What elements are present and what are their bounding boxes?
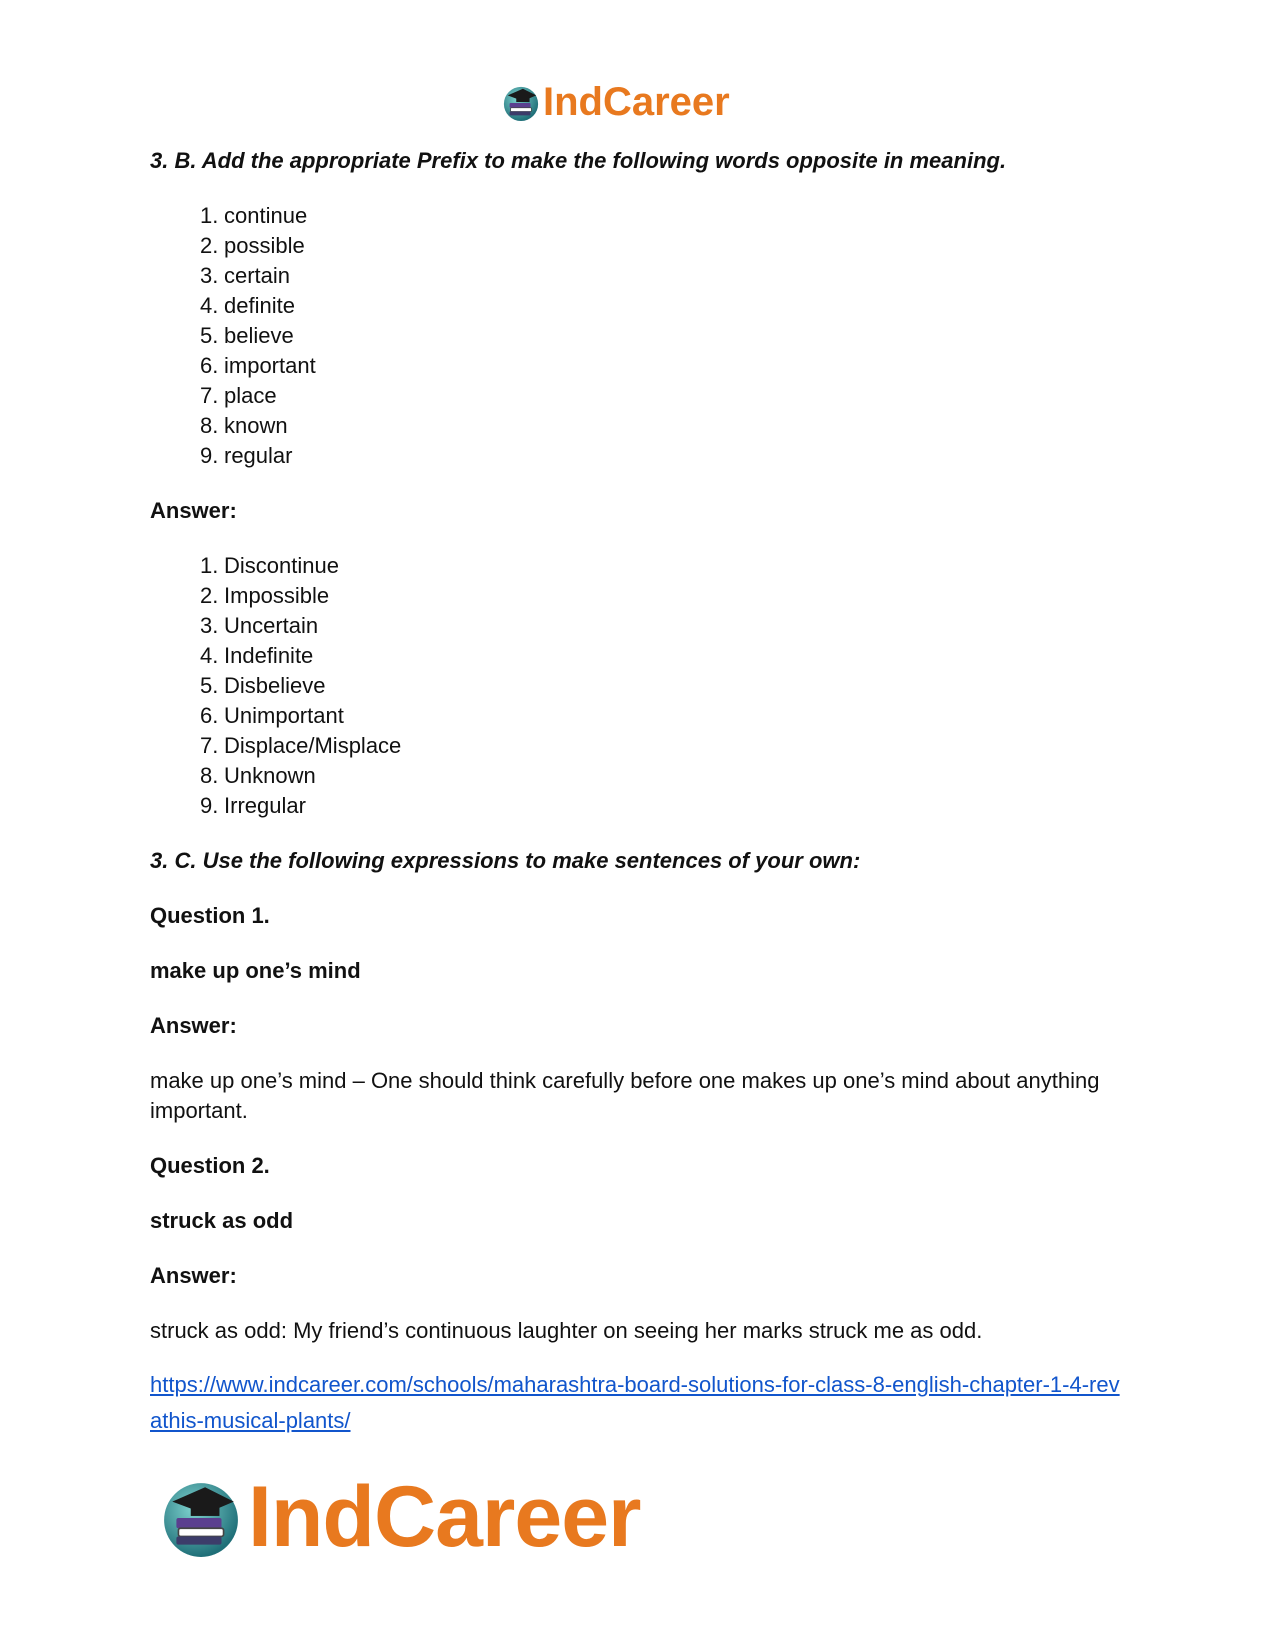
section-c-heading: 3. C. Use the following expressions to make sentences of your own: bbox=[150, 848, 861, 873]
list-item: 5. believe bbox=[200, 323, 294, 348]
question-label: Question 1. bbox=[150, 903, 270, 928]
footer-logo bbox=[160, 1468, 641, 1567]
list-item: 3. Uncertain bbox=[200, 613, 319, 638]
header-logo-text: IndCareer bbox=[543, 80, 730, 124]
list-item: 6. Unimportant bbox=[200, 703, 344, 728]
list-item: 8. Unknown bbox=[200, 763, 316, 788]
answer-label: Answer: bbox=[150, 1263, 237, 1288]
graduation-cap-books-globe-icon bbox=[502, 84, 540, 122]
answer-label: Answer: bbox=[150, 1013, 237, 1038]
word-list bbox=[150, 201, 1130, 471]
list-item: 4. Indefinite bbox=[200, 643, 314, 668]
section-b-heading: 3. B. Add the appropriate Prefix to make the following words opposite in meaning. bbox=[150, 148, 1007, 173]
answer-text: make up one’s mind – One should think carefully before one makes up one’s mind about anything important. bbox=[150, 1068, 1100, 1123]
question-expression: struck as odd bbox=[150, 1208, 294, 1233]
document-body bbox=[150, 146, 1130, 1439]
list-item: 9. regular bbox=[200, 443, 293, 468]
source-link[interactable]: https://www.indcareer.com/schools/maharashtra-board-solutions-for-class-8-english-chapter-1-4-revathis-musical-plants/ bbox=[150, 1372, 1120, 1433]
list-item: 2. possible bbox=[200, 233, 305, 258]
list-item: 8. known bbox=[200, 413, 288, 438]
footer-logo-text: IndCareer bbox=[248, 1469, 641, 1565]
list-item: 7. Displace/Misplace bbox=[200, 733, 402, 758]
answer-text: struck as odd: My friend’s continuous laughter on seeing her marks struck me as odd. bbox=[150, 1318, 983, 1343]
question-label: Question 2. bbox=[150, 1153, 270, 1178]
list-item: 1. continue bbox=[200, 203, 308, 228]
list-item: 3. certain bbox=[200, 263, 291, 288]
answer-list bbox=[150, 551, 1130, 821]
header-logo bbox=[502, 80, 730, 125]
list-item: 1. Discontinue bbox=[200, 553, 339, 578]
answer-label: Answer: bbox=[150, 498, 237, 523]
list-item: 5. Disbelieve bbox=[200, 673, 326, 698]
graduation-cap-books-globe-icon bbox=[160, 1477, 242, 1559]
question-expression: make up one’s mind bbox=[150, 958, 361, 983]
list-item: 9. Irregular bbox=[200, 793, 306, 818]
list-item: 2. Impossible bbox=[200, 583, 330, 608]
list-item: 4. definite bbox=[200, 293, 295, 318]
list-item: 7. place bbox=[200, 383, 277, 408]
list-item: 6. important bbox=[200, 353, 316, 378]
